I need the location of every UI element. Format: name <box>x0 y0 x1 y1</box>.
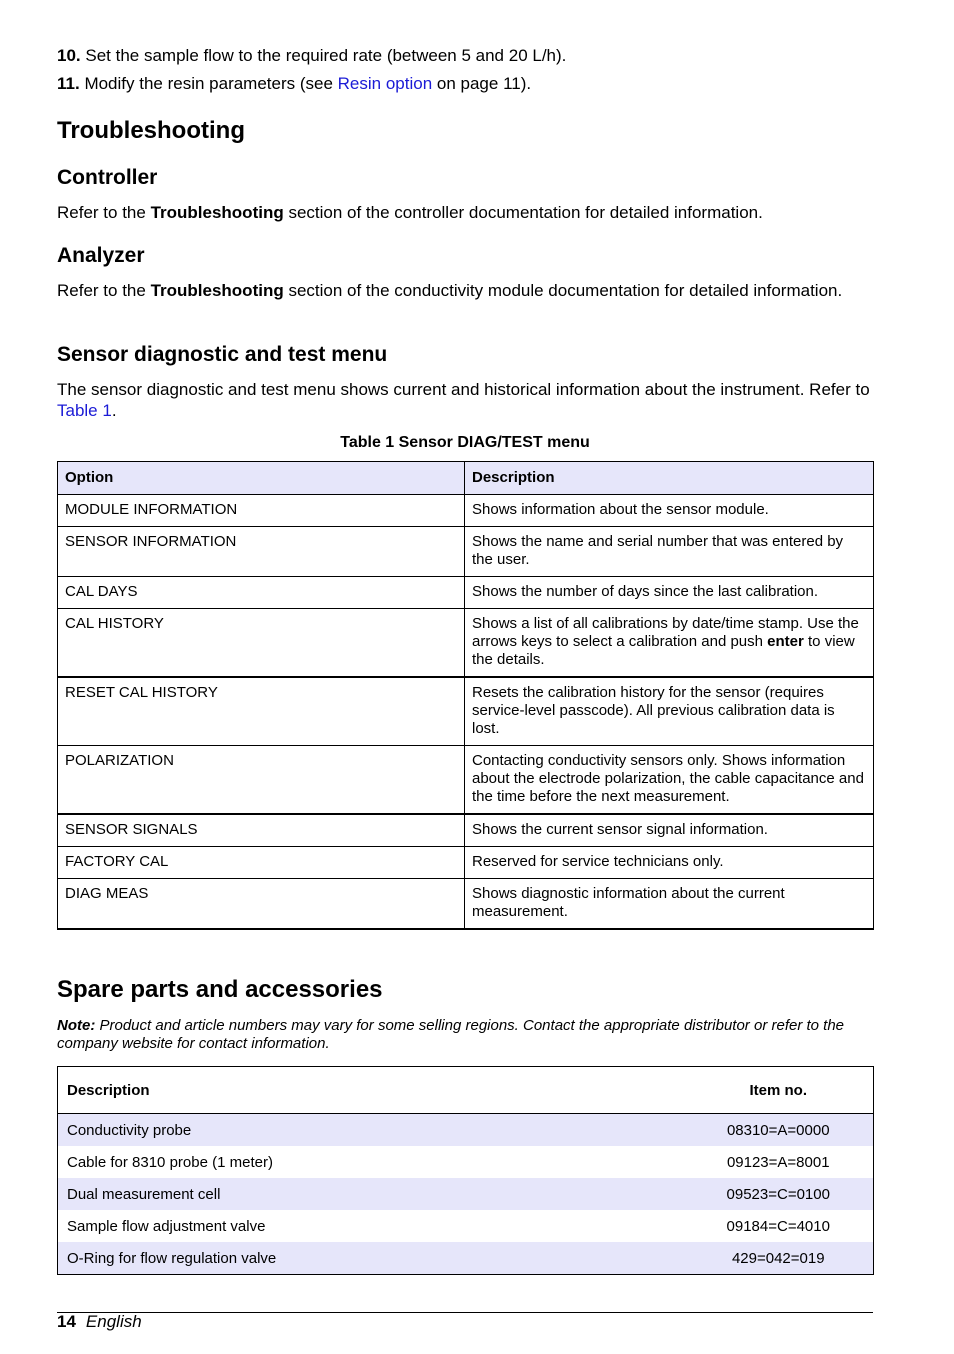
note-paragraph <box>57 1017 873 1053</box>
table-row <box>58 577 874 609</box>
page-number: 14 <box>57 1312 76 1331</box>
text: to view the details. <box>472 633 855 668</box>
option-cell: SENSOR INFORMATION <box>58 527 465 577</box>
table-row <box>58 495 874 527</box>
part-item-number: 09123=A=8001 <box>726 1153 830 1171</box>
table-header-row <box>58 462 874 495</box>
part-description: O-Ring for flow regulation valve <box>58 1242 684 1275</box>
description-cell <box>465 609 874 678</box>
note-text: Product and article numbers may vary for some selling regions. Contact the appropriate distributor or refer to the company website for contact information. <box>57 1017 845 1052</box>
table-row <box>58 1178 874 1210</box>
option-cell: CAL DAYS <box>58 577 465 609</box>
option-column-header: Option <box>58 462 465 495</box>
option-cell: FACTORY CAL <box>58 847 465 879</box>
table-row <box>58 1114 874 1147</box>
troubleshooting-heading: Troubleshooting <box>57 117 245 144</box>
description-column-header: Description <box>58 1067 684 1114</box>
step-text-after: on page 11). <box>432 74 532 93</box>
option-cell: POLARIZATION <box>58 746 465 815</box>
part-description: Dual measurement cell <box>58 1178 684 1210</box>
bold-text: Troubleshooting <box>150 203 284 222</box>
diag-test-table <box>57 461 874 930</box>
table-row <box>58 677 874 746</box>
table-row <box>58 814 874 847</box>
table-header-row <box>58 1067 874 1114</box>
sensor-diagnostic-heading: Sensor diagnostic and test menu <box>57 343 388 366</box>
text: . <box>111 401 117 420</box>
text: The sensor diagnostic and test menu shows current and historical information about the instrument. Refer to <box>57 380 870 399</box>
part-item-number: 429=042=019 <box>684 1242 874 1275</box>
analyzer-heading: Analyzer <box>57 244 145 267</box>
text: section of the controller documentation for detailed information. <box>283 203 763 222</box>
description-cell: Shows diagnostic information about the current measurement. <box>465 879 874 930</box>
option-cell: MODULE INFORMATION <box>58 495 465 527</box>
text: Shows a list of all calibrations by date/time stamp. Use the arrows keys to select a calibration and push <box>472 615 859 650</box>
footer-divider <box>57 1312 873 1313</box>
text: Refer to the <box>57 281 151 300</box>
description-cell: Shows the current sensor signal information. <box>465 814 874 847</box>
bold-text: Troubleshooting <box>150 281 284 300</box>
note-label: Note: <box>57 1017 96 1034</box>
step-text: Set the sample flow to the required rate (between 5 and 20 L/h). <box>85 46 567 65</box>
description-cell: Shows the name and serial number that was entered by the user. <box>465 527 874 577</box>
spare-parts-table <box>57 1066 874 1275</box>
analyzer-paragraph <box>57 280 873 301</box>
table-row <box>58 1210 874 1242</box>
description-cell: Shows information about the sensor module. <box>465 495 874 527</box>
part-description: Conductivity probe <box>58 1114 684 1147</box>
sensor-paragraph <box>57 379 873 421</box>
description-cell: Resets the calibration history for the sensor (requires service-level passcode). All previous calibration data is lost. <box>465 677 874 746</box>
step-text-before: Modify the resin parameters (see <box>84 74 338 93</box>
part-description: Sample flow adjustment valve <box>67 1217 266 1235</box>
table-1-link[interactable]: Table 1 <box>57 401 112 420</box>
description-column-header: Description <box>465 462 874 495</box>
table-row <box>58 1242 874 1275</box>
step-10 <box>57 46 566 66</box>
option-cell: SENSOR SIGNALS <box>58 814 465 847</box>
part-item-number: 09523=C=0100 <box>684 1178 874 1210</box>
step-11 <box>57 74 531 94</box>
text: Refer to the <box>57 203 151 222</box>
description-cell: Reserved for service technicians only. <box>465 847 874 879</box>
table-row <box>58 879 874 930</box>
footer-language: English <box>85 1312 142 1331</box>
option-cell: RESET CAL HISTORY <box>58 677 465 746</box>
table-row <box>58 1146 874 1178</box>
description-cell: Shows the number of days since the last calibration. <box>465 577 874 609</box>
table-row <box>58 527 874 577</box>
text: section of the conductivity module documentation for detailed information. <box>283 281 843 300</box>
part-description: Cable for 8310 probe (1 meter) <box>67 1153 273 1171</box>
page-footer <box>57 1312 142 1332</box>
table-row <box>58 847 874 879</box>
part-item-number: 09184=C=4010 <box>726 1217 830 1235</box>
table-caption: Table 1 Sensor DIAG/TEST menu <box>340 434 590 451</box>
resin-option-link[interactable]: Resin option <box>337 74 433 93</box>
table-row <box>58 609 874 678</box>
controller-paragraph <box>57 202 873 223</box>
step-number: 11. <box>57 74 80 93</box>
description-cell: Contacting conductivity sensors only. Shows information about the electrode polarization, the cable capacitance and the time before the next measurement. <box>465 746 874 815</box>
step-number: 10. <box>57 46 81 65</box>
table-row <box>58 746 874 815</box>
item-no-column-header: Item no. <box>684 1067 874 1114</box>
controller-heading: Controller <box>57 166 158 189</box>
part-item-number: 08310=A=0000 <box>684 1114 874 1147</box>
spare-parts-heading: Spare parts and accessories <box>57 976 383 1003</box>
bold-text: enter <box>767 633 804 650</box>
option-cell: CAL HISTORY <box>58 609 465 678</box>
option-cell: DIAG MEAS <box>58 879 465 930</box>
